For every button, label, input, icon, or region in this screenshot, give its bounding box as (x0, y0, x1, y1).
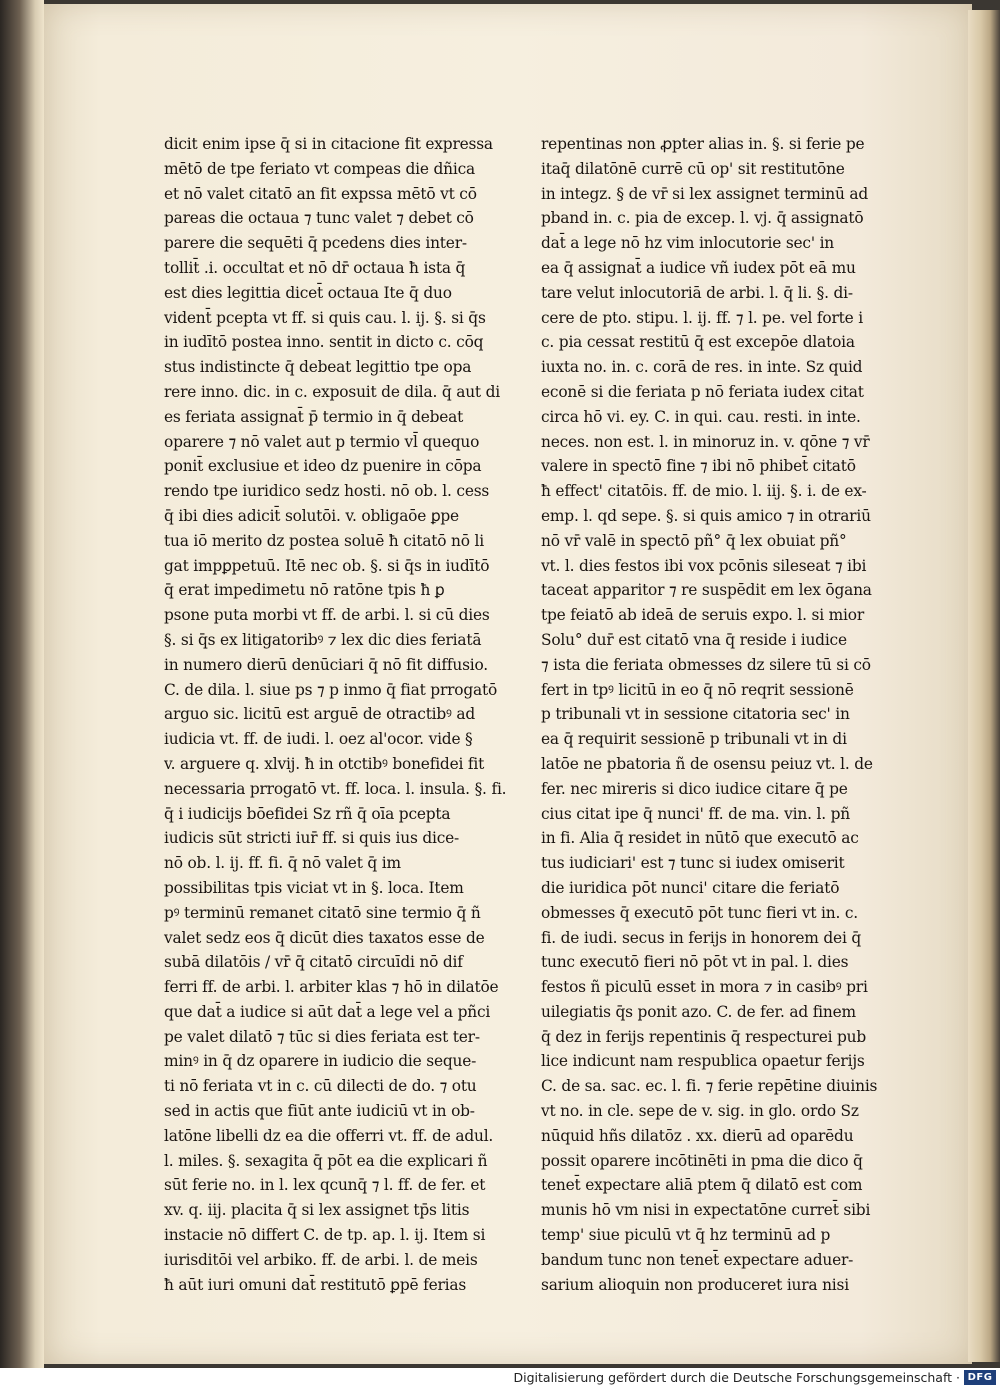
text-line: sed in actis que fiūt ante iudiciū vt in ob- (164, 1102, 475, 1121)
text-line: tpe feiatō ab ideā de seruis expo. l. si mior (541, 606, 864, 625)
text-line: subā dilatōis / vr̄ q̄ citatō circuīdi nō dif (164, 953, 463, 972)
dfg-logo: DFG (964, 1370, 996, 1385)
text-line: C. de sa. sac. ec. l. fi. ⁊ ferie repētine diuinis (541, 1077, 878, 1096)
text-line: sarium alioquin non produceret iura nisi (541, 1275, 849, 1294)
text-line: valet sedz eos q̄ dicūt dies taxatos esse de (164, 928, 485, 947)
text-line: tua iō merito dz postea soluē ħ citatō nō li (164, 531, 484, 550)
text-line: iudicia vt. ff. de iudi. l. oez al'ocor. vide § (164, 730, 473, 749)
text-line: parere die sequēti q̄ pcedens dies inter- (164, 234, 467, 253)
text-line: iuxta no. in. c. corā de res. in inte. Sz quid (541, 358, 863, 377)
text-line: temp' siue piculū vt q̄ hz terminū ad p (541, 1226, 831, 1245)
text-line: ti nō feriata vt in c. cū dilecti de do. ⁊ otu (164, 1077, 477, 1096)
text-line: ⁊ ista die feriata obmesses dz silere tū si cō (541, 655, 871, 674)
text-line: tollit̄ .i. occultat et nō dr̄ octaua ħ ista q̄ (164, 258, 466, 277)
text-line: munis hō vm nisi in expectatōne curret̄ sibi (541, 1201, 871, 1220)
right-text-column (541, 132, 878, 1297)
text-line: vt no. in cle. sepe de v. sig. in glo. ordo Sz (541, 1102, 859, 1121)
text-line: festos ñ piculū esset in mora ⁊ in casibꝰ pri (541, 978, 868, 997)
text-line: iurisditōi vel arbiko. ff. de arbi. l. de meis (164, 1250, 478, 1269)
text-line: obmesses q̄ executō pōt tunc fieri vt in. c. (541, 903, 858, 922)
text-line: tunc executō fieri nō pōt vt in pal. l. dies (541, 953, 849, 972)
text-line: vident̄ pcepta vt ff. si quis cau. l. ij. §. si q̄s (164, 308, 486, 327)
text-line: que dat̄ a iudice si aūt dat̄ a lege vel a pñci (164, 1002, 491, 1021)
text-line: arguo sic. licitū est arguē de otractibꝰ ad (164, 705, 476, 724)
text-line: emp. l. qd sepe. §. si quis amico ⁊ in otrariū (541, 506, 871, 525)
text-line: est dies legittia dicet̄ octaua Ite q̄ duo (164, 283, 452, 302)
text-line: fer. nec mireris si dico iudice citare q̄ pe (541, 779, 848, 798)
text-line: oparere ⁊ nō valet aut p termio vl̄ quequo (164, 432, 480, 451)
previous-page-edge (0, 0, 44, 1368)
text-line: vt. l. dies festos ibi vox pcōnis sileseat ⁊ ibi (541, 556, 867, 575)
text-line: rere inno. dic. in c. exposuit de dila. q̄ aut di (164, 382, 500, 401)
text-line: psone puta morbi vt ff. de arbi. l. si cū dies (164, 606, 490, 625)
text-line: pareas die octaua ⁊ tunc valet ⁊ debet cō (164, 209, 474, 228)
text-line: C. de dila. l. siue ps ⁊ p inmo q̄ fiat prrogatō (164, 680, 498, 699)
text-line: nō ob. l. ij. ff. fi. q̄ nō valet q̄ im (164, 854, 401, 873)
text-line: lice indicunt nam respublica opaetur ferijs (541, 1052, 865, 1071)
text-line: possibilitas tpis viciat vt in §. loca. Item (164, 878, 464, 897)
page-right-edge (968, 10, 1000, 1362)
text-line: iudicis sūt stricti iur̄ ff. si quis ius dice- (164, 829, 460, 848)
footer-bar (0, 1368, 1000, 1388)
text-line: pꝰ terminū remanet citatō sine termio q̄ ñ (164, 903, 481, 922)
text-line: ponit̄ exclusiue et ideo dz puenire in cōpa (164, 457, 482, 476)
text-line: Solu° dur̄ est citatō vna q̄ reside i iudice (541, 630, 847, 649)
text-line: itaq̄ dilatōnē currē cū op' sit restitutōne (541, 159, 845, 178)
text-line: repentinas non ꝓpter alias in. §. si ferie pe (541, 135, 865, 153)
text-line: q̄ ibi dies adicit̄ solutōi. v. obligaōe ꝑpe (164, 506, 459, 525)
text-line: in numero dierū denūciari q̄ nō fit diffusio. (164, 655, 488, 674)
text-line: c. pia cessat restitū q̄ est excepōe dlatoia (541, 333, 855, 352)
text-line: q̄ i iudicijs bōefidei Sz rñ q̄ oīa pcepta (164, 804, 451, 823)
text-line: et nō valet citatō an fit expssa mētō vt cō (164, 184, 477, 203)
text-line: §. si q̄s ex litigatoribꝰ ⁊ lex dic dies feriatā (164, 630, 482, 649)
text-line: dicit enim ipse q̄ si in citacione fit expressa (164, 135, 493, 153)
text-line: possit oparere incōtinēti in pma die dico q̄ (541, 1151, 863, 1170)
text-line: latōne libelli dz ea die offerri vt. ff. de adul. (164, 1126, 494, 1145)
text-line: cius citat ipe q̄ nunci' ff. de ma. vin. l. pñ (541, 804, 850, 823)
text-line: l. miles. §. sexagita q̄ pōt ea die explicari ñ (164, 1151, 488, 1170)
text-line: p tribunali vt in sessione citatoria sec' in (541, 705, 850, 724)
left-text-column (164, 132, 507, 1297)
text-line: ferri ff. de arbi. l. arbiter klas ⁊ hō in dilatōe (164, 978, 499, 997)
text-line: taceat apparitor ⁊ re suspēdit em lex ōgana (541, 581, 872, 600)
text-line: dat̄ a lege nō hz vim inlocutorie sec' in (541, 234, 835, 253)
text-line: in iudītō postea inno. sentit in dicto c. cōq (164, 333, 484, 352)
text-line: econē si die feriata p nō feriata iudex citat (541, 382, 864, 401)
text-line: tenet̄ expectare aliā ptem q̄ dilatō est com (541, 1176, 863, 1195)
text-line: valere in spectō fine ⁊ ibi nō phibet̄ citatō (541, 457, 856, 476)
text-line: q̄ erat impedimetu nō ratōne tpis ħ ꝑ (164, 581, 445, 600)
text-line: ħ aūt iuri omuni dat̄ restitutō ꝑpē ferias (164, 1275, 467, 1294)
text-line: necessaria prrogatō vt. ff. loca. l. insula. §. fi. (164, 779, 507, 798)
text-line: v. arguere q. xlvij. ħ in otctibꝰ bonefidei fit (164, 754, 485, 773)
text-line: in fi. Alia q̄ residet in nūtō que executō ac (541, 829, 859, 848)
text-line: neces. non est. l. in minoruz in. v. qōne ⁊ vr̄ (541, 432, 870, 451)
text-line: es feriata assignat̄ p̄ termio in q̄ debeat (164, 407, 464, 426)
text-line: sūt ferie no. in l. lex qcunq̄ ⁊ l. ff. de fer. et (164, 1176, 486, 1195)
text-line: mētō de tpe feriato vt compeas die dñica (164, 159, 475, 178)
text-line: stus indistincte q̄ debeat legittio tpe opa (164, 358, 472, 377)
text-line: instacie nō differt C. de tp. ap. l. ij. Item si (164, 1226, 486, 1245)
text-line: circa hō vi. ey. C. in qui. cau. resti. in inte. (541, 407, 861, 426)
text-line: q̄ dez in ferijs repentinis q̄ respecturei pub (541, 1027, 867, 1046)
text-line: fi. de iudi. secus in ferijs in honorem dei q̄ (541, 928, 862, 947)
text-line: ea q̄ assignat̄ a iudice vñ iudex pōt eā mu (541, 258, 856, 277)
text-line: xv. q. iij. placita q̄ si lex assignet tp̄s litis (164, 1201, 470, 1220)
text-line: pe valet dilatō ⁊ tūc si dies feriata est ter- (164, 1027, 480, 1046)
text-line: in integz. § de vr̄ si lex assignet terminū ad (541, 184, 869, 203)
text-line: tus iudiciari' est ⁊ tunc si iudex omiserit (541, 854, 845, 873)
text-line: minꝰ in q̄ dz oparere in iudicio die seque- (164, 1052, 477, 1071)
text-line: cere de pto. stipu. l. ij. ff. ⁊ l. pe. vel forte i (541, 308, 863, 327)
text-line: ħ effect' citatōis. ff. de mio. l. iij. §. i. de ex- (541, 482, 867, 501)
text-line: nūquid hñs dilatōz . xx. dierū ad oparēdu (541, 1126, 854, 1145)
text-line: tare velut inlocutoriā de arbi. l. q̄ li. §. di- (541, 283, 853, 302)
text-line: gat impꝑpetuū. Itē nec ob. §. si q̄s in iudītō (164, 556, 490, 575)
text-line: rendo tpe iuridico sedz hosti. nō ob. l. cess (164, 482, 490, 501)
book-page (44, 4, 972, 1364)
text-line: pband in. c. pia de excep. l. vj. q̄ assignatō (541, 209, 864, 228)
text-line: uilegiatis q̄s ponit azo. C. de fer. ad finem (541, 1002, 856, 1021)
footer-credit: Digitalisierung gefördert durch die Deutsche Forschungsgemeinschaft · (513, 1370, 960, 1385)
text-line: fert in tpꝰ licitū in eo q̄ nō reqrit sessionē (541, 680, 854, 699)
text-line: die iuridica pōt nunci' citare die feriatō (541, 878, 840, 897)
text-line: ea q̄ requirit sessionē p tribunali vt in di (541, 730, 847, 749)
text-line: bandum tunc non tenet̄ expectare aduer- (541, 1250, 854, 1269)
text-line: nō vr̄ valē in spectō pñ° q̄ lex obuiat pñ° (541, 531, 847, 550)
text-line: latōe ne pbatoria ñ de osensu peiuz vt. l. de (541, 754, 873, 773)
